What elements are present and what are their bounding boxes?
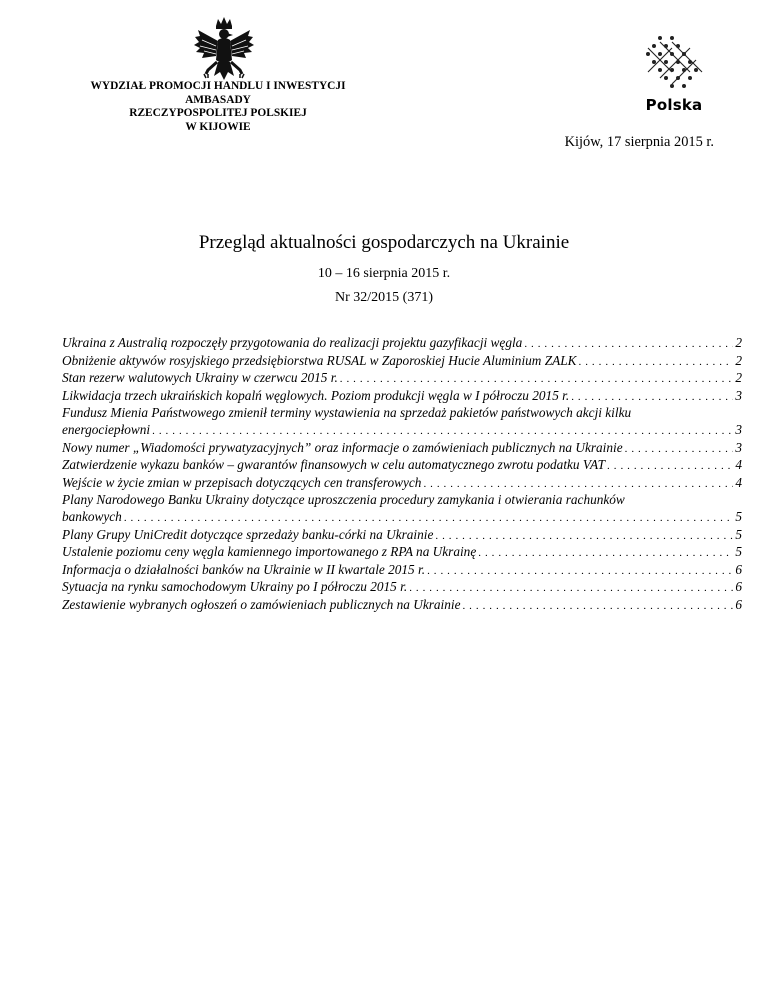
toc-entry-page: 2 <box>735 352 742 368</box>
toc-leader-dots <box>124 510 734 527</box>
toc-leader-dots <box>625 441 734 458</box>
toc-entry-title: Sytuacja na rynku samochodowym Ukrainy po I półroczu 2015 r. <box>62 579 408 595</box>
toc-entry-title: Ustalenie poziomu ceny węgla kamiennego importowanego z RPA na Ukrainę <box>62 544 477 560</box>
toc-entry[interactable] <box>62 335 742 353</box>
toc-entry-page: 6 <box>735 561 742 577</box>
department-line: AMBASADY <box>185 93 251 106</box>
toc-entry[interactable] <box>62 492 742 526</box>
polska-logo-wordmark: Polska <box>645 96 703 114</box>
toc-leader-dots <box>340 371 734 388</box>
toc-entry-page: 2 <box>735 370 742 386</box>
toc-entry-page: 2 <box>735 335 742 350</box>
toc-leader-dots <box>607 458 733 475</box>
toc-leader-dots <box>579 354 734 371</box>
toc-entry[interactable] <box>62 353 742 371</box>
table-of-contents <box>62 335 742 615</box>
department-line: WYDZIAŁ PROMOCJI HANDLU I INWESTYCJI <box>90 80 346 92</box>
toc-entry-title: Informacja o działalności banków na Ukrainie w II kwartale 2015 r. <box>62 561 426 577</box>
toc-leader-dots <box>423 476 733 493</box>
toc-entry[interactable] <box>62 597 742 615</box>
polish-eagle-emblem-icon <box>192 16 256 88</box>
toc-entry[interactable] <box>62 527 742 545</box>
place-date: Kijów, 17 sierpnia 2015 r. <box>564 134 714 150</box>
department-line: W KIJOWIE <box>185 120 251 133</box>
toc-entry-page: 3 <box>735 439 742 455</box>
toc-leader-dots <box>409 580 733 597</box>
toc-leader-dots <box>524 336 733 353</box>
toc-entry-title: Wejście w życie zmian w przepisach dotyczących cen transferowych <box>62 474 422 490</box>
toc-entry-title: Nowy numer „Wiadomości prywatyzacyjnych” oraz informacje o zamówieniach publicznych na Ukrainie <box>62 439 623 455</box>
toc-entry-page: 3 <box>735 421 742 437</box>
toc-entry[interactable] <box>62 475 742 493</box>
toc-entry[interactable] <box>62 370 742 388</box>
date-range: 10 – 16 sierpnia 2015 r. <box>317 266 451 281</box>
department-line: RZECZYPOSPOLITEJ POLSKIEJ <box>129 107 307 120</box>
toc-entry-page: 6 <box>735 596 742 612</box>
issue-number: Nr 32/2015 (371) <box>335 290 433 305</box>
toc-entry-page: 3 <box>735 387 742 403</box>
department-header <box>40 80 396 134</box>
toc-leader-dots <box>462 598 733 615</box>
toc-entry-page: 5 <box>735 544 742 560</box>
toc-entry-page: 5 <box>735 508 742 524</box>
toc-entry-title: Plany Narodowego Banku Ukrainy dotyczące uproszczenia procedury zamykania i otwierania rachunków <box>62 492 625 508</box>
toc-leader-dots <box>427 563 733 580</box>
document-title: Przegląd aktualności gospodarczych na Ukrainie <box>198 232 570 253</box>
toc-entry-page: 6 <box>735 579 742 595</box>
toc-leader-dots <box>152 423 733 440</box>
toc-entry-title: Fundusz Mienia Państwowego zmienił terminy wystawienia na sprzedaż pakietów państwowych akcji kilku <box>62 405 632 421</box>
toc-entry-title: Stan rezerw walutowych Ukrainy w czerwcu 2015 r. <box>62 370 338 386</box>
toc-entry-title: Likwidacja trzech ukraińskich kopalń węglowych. Poziom produkcji węgla w I półroczu 2015 r. <box>62 387 570 403</box>
toc-leader-dots <box>478 545 733 562</box>
toc-entry-title-continued: energociepłowni <box>62 421 151 437</box>
toc-leader-dots <box>435 528 733 545</box>
toc-entry[interactable] <box>62 440 742 458</box>
toc-entry[interactable] <box>62 457 742 475</box>
toc-entry-title: Zestawienie wybranych ogłoszeń o zamówieniach publicznych na Ukrainie <box>62 596 461 612</box>
toc-leader-dots <box>571 389 733 406</box>
toc-entry-title: Obniżenie aktywów rosyjskiego przedsiębiorstwa RUSAL w Zaporoskiej Hucie Aluminium ZALK <box>62 352 577 368</box>
toc-entry-page: 4 <box>735 457 742 473</box>
toc-entry-title: Ukraina z Australią rozpoczęły przygotowania do realizacji projektu gazyfikacji węgla <box>62 335 523 350</box>
toc-entry[interactable] <box>62 388 742 406</box>
toc-entry[interactable] <box>62 562 742 580</box>
toc-entry-title: Zatwierdzenie wykazu banków – gwarantów finansowych w celu automatycznego zwrotu podatku VAT <box>62 457 606 473</box>
toc-entry[interactable] <box>62 544 742 562</box>
toc-entry[interactable] <box>62 579 742 597</box>
toc-entry-page: 4 <box>735 474 742 490</box>
toc-entry-title-continued: bankowych <box>62 508 122 524</box>
toc-entry[interactable] <box>62 405 742 439</box>
toc-entry-page: 5 <box>735 526 742 542</box>
toc-entry-title: Plany Grupy UniCredit dotyczące sprzedaży banku-córki na Ukrainie <box>62 526 434 542</box>
